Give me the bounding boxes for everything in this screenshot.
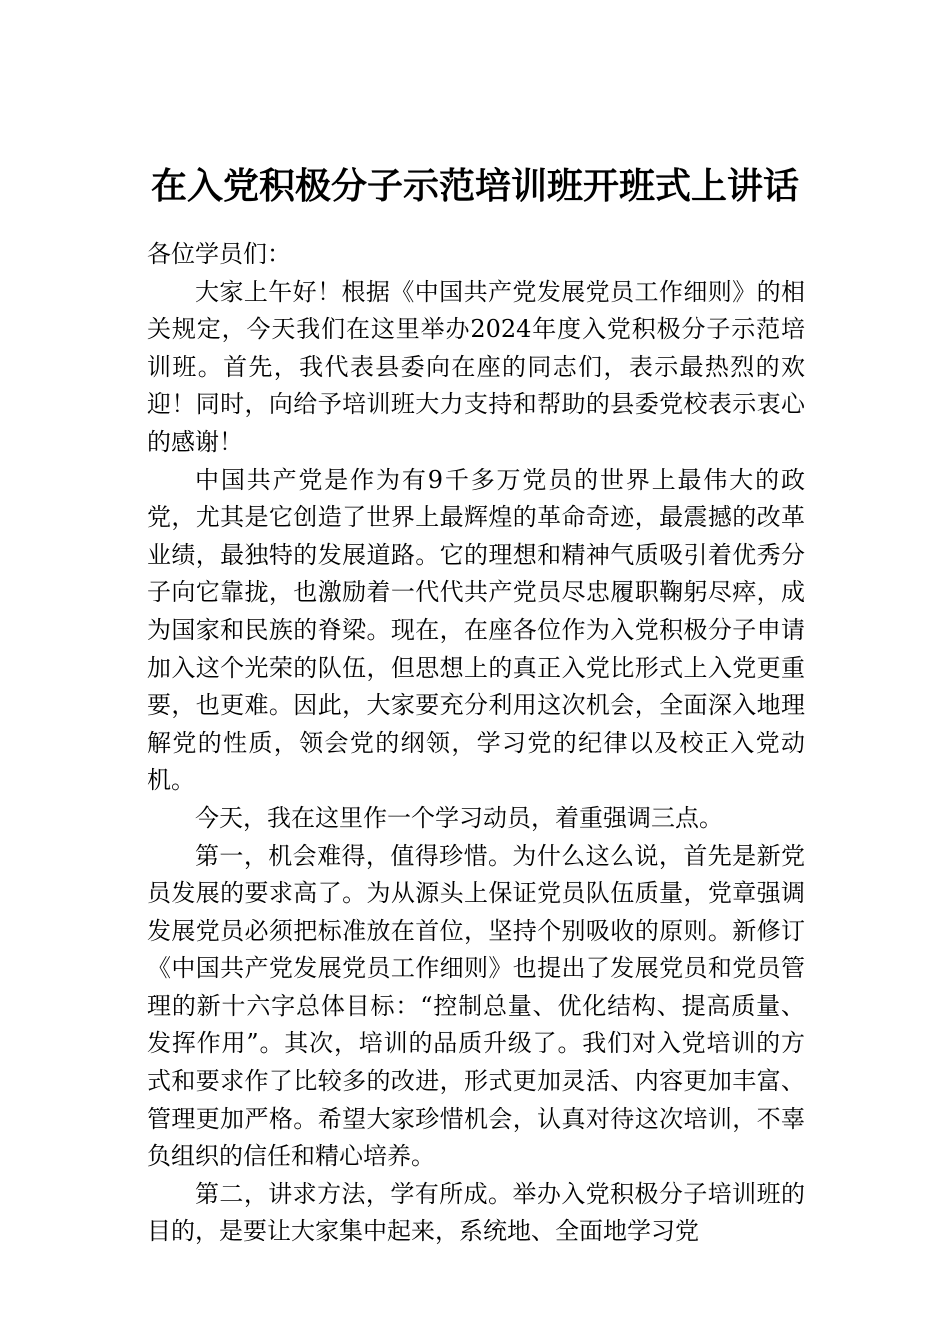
salutation: 各位学员们： bbox=[147, 240, 291, 268]
paragraph-3: 今天，我在这里作一个学习动员，着重强调三点。 bbox=[195, 803, 723, 832]
paragraph-1: 大家上午好！根据《中国共产党发展党员工作细则》的相关规定，今天我们在这里举办2024年度入党积极分子示范培训班。首先，我代表县委向在座的同志们，表示最热烈的欢迎！同时，向给予培训班大力支持和帮助的县委党校表示衷心的感谢！ bbox=[147, 277, 805, 456]
paragraph-5: 第二，讲求方法，学有所成。举办入党积极分子培训班的目的，是要让大家集中起来，系统地、全面地学习党 bbox=[147, 1179, 805, 1246]
document-body bbox=[147, 236, 805, 1251]
document-title: 在入党积极分子示范培训班开班式上讲话 bbox=[150, 165, 799, 207]
paragraph-2: 中国共产党是作为有9千多万党员的世界上最伟大的政党，尤其是它创造了世界上最辉煌的革命奇迹，最震撼的改革业绩，最独特的发展道路。它的理想和精神气质吸引着优秀分子向它靠拢，也激励着一代代共产党员尽忠履职鞠躬尽瘁，成为国家和民族的脊梁。现在，在座各位作为入党积极分子申请加入这个光荣的队伍，但思想上的真正入党比形式上入党更重要，也更难。因此，大家要充分利用这次机会，全面深入地理解党的性质，领会党的纲领，学习党的纪律以及校正入党动机。 bbox=[147, 465, 805, 795]
paragraph-4: 第一，机会难得，值得珍惜。为什么这么说，首先是新党员发展的要求高了。为从源头上保证党员队伍质量，党章强调发展党员必须把标准放在首位，坚持个别吸收的原则。新修订《中国共产党发展党员工作细则》也提出了发展党员和党员管理的新十六字总体目标：“控制总量、优化结构、提高质量、发挥作用”。其次，培训的品质升级了。我们对入党培训的方式和要求作了比较多的改进，形式更加灵活、内容更加丰富、管理更加严格。希望大家珍惜机会，认真对待这次培训，不辜负组织的信任和精心培养。 bbox=[147, 841, 805, 1171]
